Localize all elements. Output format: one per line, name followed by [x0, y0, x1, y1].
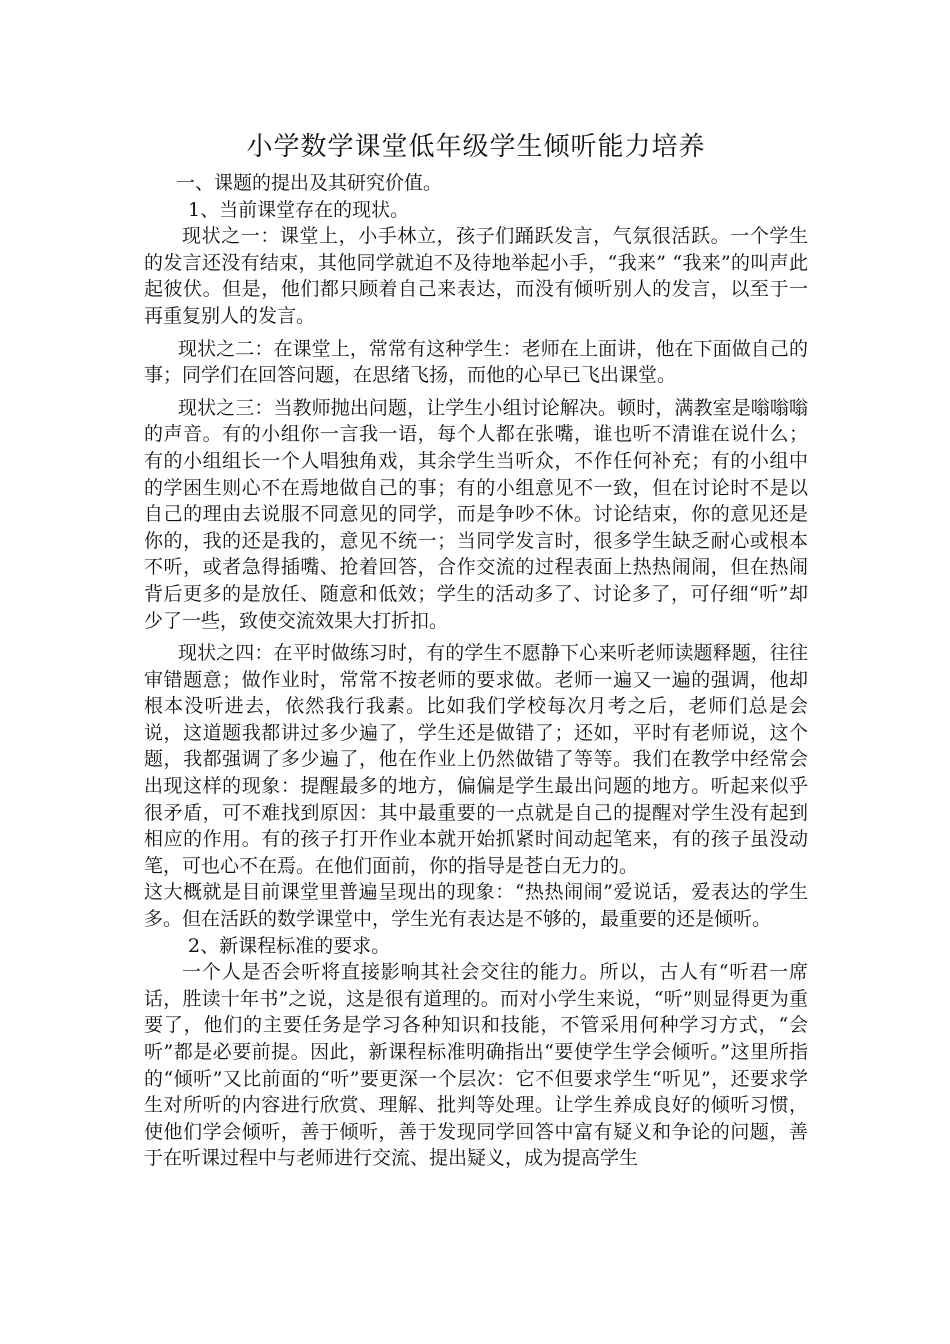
paragraph-status-4: 现状之四：在平时做练习时，有的学生不愿静下心来听老师读题释题，往往审错题意；做作业时，常常不按老师的要求做。老师一遍又一遍的强调，他却根本没听进去，依然我行我素。比如我们学校每次月考之后，老师们总是会说，这道题我都讲过多少遍了，学生还是做错了；还如，平时有老师说，这个题，我都强调了多少遍了，他在作业上仍然做错了等等。我们在教学中经常会出现这样的现象：提醒最多的地方，偏偏是学生最出问题的地方。听起来似乎很矛盾，可不难找到原因：其中最重要的一点就是自己的提醒对学生没有起到相应的作用。有的孩子打开作业本就开始抓紧时间动起笔来，有的孩子虽没动笔，可也心不在焉。在他们面前，你的指导是苍白无力的。 — [144, 642, 808, 877]
paragraph-status-3: 现状之三：当教师抛出问题，让学生小组讨论解决。顿时，满教室是嗡嗡嗡的声音。有的小组你一言我一语，每个人都在张嘴，谁也听不清谁在说什么；有的小组组长一个人唱独角戏，其余学生当听众，不作任何补充；有的小组中的学困生则心不在焉地做自己的事；有的小组意见不一致，但在讨论时不是以自己的理由去说服不同意见的同学，而是争吵不休。讨论结束，你的意见还是你的，我的还是我的，意见不统一；当同学发言时，很多学生缺乏耐心或根本不听，或者急得插嘴、抢着回答，合作交流的过程表面上热热闹闹，但在热闹背后更多的是放任、随意和低效；学生的活动多了、讨论多了，可仔细“听”却少了一些，致使交流效果大打折扣。 — [144, 396, 808, 632]
paragraph-summary: 这大概就是目前课堂里普遍呈现出的现象：“热热闹闹”爱说话，爱表达的学生多。但在活跃的数学课堂中，学生光有表达是不够的，最重要的还是倾听。 — [144, 881, 808, 931]
paragraph-standard: 一个人是否会听将直接影响其社会交往的能力。所以，古人有“听君一席话，胜读十年书”之说，这是很有道理的。而对小学生来说，“听”则显得更为重要了，他们的主要任务是学习各种知识和技能，不管采用何种学习方式，“会听”都是必要前提。因此，新课程标准明确指出“要使学生学会倾听。”这里所指的“倾听”又比前面的“听”要更深一个层次：它不但要求学生“听见”，还要求学生对所听的内容进行欣赏、理解、批判等处理。让学生养成良好的倾听习惯，使他们学会倾听，善于倾听，善于发现同学回答中富有疑义和争论的问题，善于在听课过程中与老师进行交流、提出疑义，成为提高学生 — [144, 961, 808, 1170]
subsection-heading: 1、当前课堂存在的现状。 — [188, 198, 410, 221]
document-title: 小学数学课堂低年级学生倾听能力培养 — [246, 132, 706, 162]
section-heading: 一、课题的提出及其研究价值。 — [176, 172, 443, 194]
paragraph-status-2: 现状之二：在课堂上，常常有这种学生：老师在上面讲，他在下面做自己的事；同学们在回答问题，在思绪飞扬，而他的心早已飞出课堂。 — [144, 337, 808, 387]
subsection-heading-2: 2、新课程标准的要求。 — [188, 934, 391, 957]
paragraph-status-1: 现状之一：课堂上，小手林立，孩子们踊跃发言，气氛很活跃。一个学生的发言还没有结束，其他同学就迫不及待地举起小手，“我来” “我来”的叫声此起彼伏。但是，他们都只顾着自己来表达，而没有倾听别人的发言，以至于一再重复别人的发言。 — [144, 225, 808, 327]
document-body — [144, 128, 808, 1172]
